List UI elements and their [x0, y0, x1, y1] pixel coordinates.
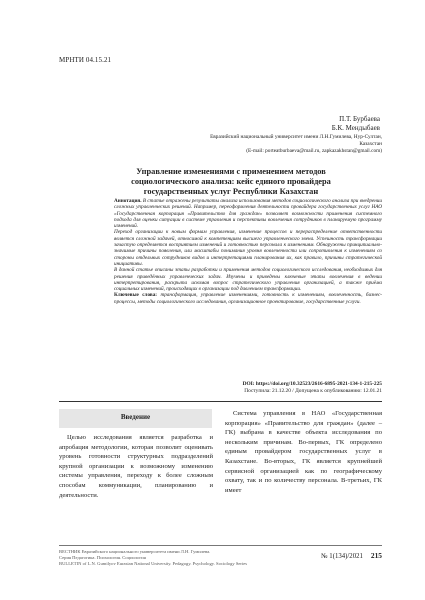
received-dates: Поступила: 21.12.20 / Допущена к опубликованию: 12.01.21 [244, 388, 382, 394]
journal-footer [59, 549, 269, 568]
authors-block [240, 115, 380, 133]
footer-divider [59, 545, 382, 546]
keywords-text: трансформация, управление изменениями, готовность к изменениям, вовлеченность, бизнес-процессы, методы социологического исследования, организационное проектирование, государственные услуги. [114, 292, 382, 305]
doi-link[interactable]: DOI: https://doi.org/10.32523/2616-6895-2021-134-1-215-225 [242, 381, 382, 387]
journal-name: ВЕСТНИК Евразийского национального университета имени Л.Н. Гумилева. [59, 549, 211, 554]
article-title: Управление изменениями с применением методов социологического анализа: кейс единого провайдера государственных услуг Республики Казахстан [131, 167, 331, 196]
page-number: 215 [370, 551, 382, 560]
doi-block [114, 381, 382, 395]
classification-code: МРНТИ 04.15.21 [59, 56, 112, 64]
abstract-paragraph: В данной статье описаны этапы разработки и применения методов социологического исследования, необходимых для решения приведённых управленческих задач. Изучены и приведены ключевые этапы вовлечения в ведении интерпретирования, раскрыта искомая вопрос стратегического управления организацией, а также приёма социальных изменений, происходящих в организации под давлением трансформации. [114, 267, 382, 293]
journal-name-en: BULLETIN of L.N. Gumilyov Eurasian National University. Pedagogy. Psychology. Sociology Series [59, 561, 248, 567]
author-name: Б.К. Мендыбаев [331, 124, 380, 132]
body-column-right: Система управления в НАО «Государственная корпорация» «Правительство для граждан» (далее – ГК) выбрана в качестве объекта исследования по нескольким причинам. Во-первых, ГК определено единым провайдером государственных услуг в Казахстане. Во-вторых, ГК является крупнейшей сервисной организацией как по географическому охвату, так и по количеству персонала. В-третьих, ГК имеет [225, 410, 382, 494]
section-heading: Введение [120, 413, 151, 421]
abstract-text: В статье отражены результаты анализа использования методов социологического анализа при внедрении сложных управленческих решений. Например, переоформления деятельности провайдера государственных услуг НАО «Государственная корпорация «Правительство для граждан» позволяет возможности применения системного подхода для оценки ситуации в системе управления и перспективы вовлечения сотрудников в планируемую программу изменений. [114, 198, 382, 230]
section-divider [59, 401, 382, 402]
abstract-label: Аннотация. [114, 198, 142, 204]
keywords-label: Ключевые слова: [114, 292, 158, 299]
issue-number: № 1(134)/2021 [321, 553, 363, 560]
author-name: П.Т. Бурбаева [339, 115, 380, 123]
issue-and-page [300, 551, 382, 560]
abstract-paragraph: Переход организации к новым формам управления, изменение процессов и перераспределение ответственности является сложной задачей, относимой к компетенциям высшего управленческого звена. Успешность трансформации зачастую определяется восприятием изменений и готовностью персонала к изменениям. Обнаружены принципиально-значимые причины появления, или масштабы понимания уровня вовлеченности или сопротивления к изменениям со стороны отдельных сотрудников видов и интерпретациями планирования их, как правило, причины стратегической инициативы. [114, 229, 382, 267]
affiliation-block [196, 134, 382, 155]
journal-series: Серия Педагогика. Психология. Социология [59, 555, 146, 561]
affiliation-text: Евразийский национальный университет имени Л.Н.Гумилева, Нур-Султан, Казахстан [210, 134, 382, 147]
body-column-left: Целью исследования является разработка и апробация методологии, которая позволит оценивать уровень готовности структурных подразделений крупной организации к возможному изменению системы управления, переходу к более сложным способам коммуникации, планированию и деятельности. [59, 434, 213, 499]
affiliation-email: (E-mail: porteatburbaeva@mail.ru, zapkazakhstan@gmail.com) [246, 148, 382, 154]
abstract-block [114, 198, 382, 305]
